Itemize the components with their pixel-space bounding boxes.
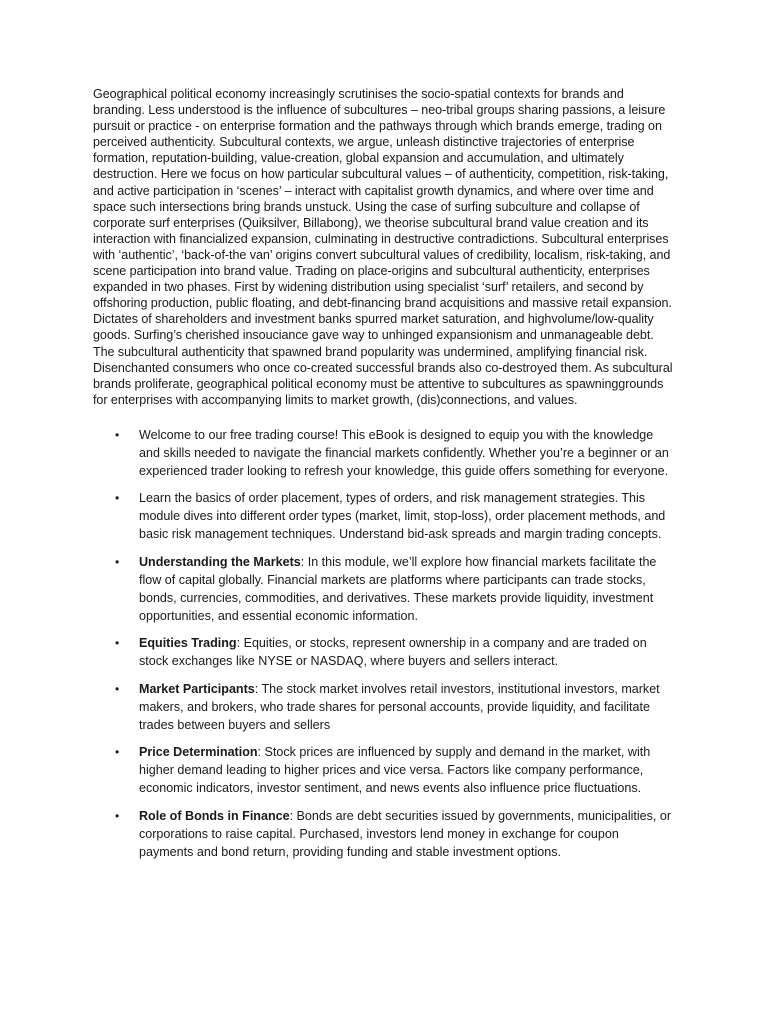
bullet-item	[93, 489, 675, 543]
bullet-text: Learn the basics of order placement, types of orders, and risk management strategies. This module dives into different order types (market, limit, stop-loss), order placement methods, and basic risk management techniques. Understand bid-ask spreads and margin trading concepts.	[139, 491, 666, 542]
bullet-icon: •	[115, 636, 120, 651]
bullet-title: Understanding the Markets	[139, 554, 301, 569]
bullet-list	[93, 426, 675, 861]
abstract-paragraph: Geographical political economy increasingly scrutinises the socio-spatial contexts for brands and branding. Less understood is the influence of subcultures – neo-tribal groups sharing passions, a leisure pursuit or practice - on enterprise formation and the pathways through which brands emerge, trading on perceived authenticity. Subcultural contexts, we argue, unleash distinctive trajectories of enterprise formation, reputation-building, value-creation, global expansion and accumulation, and ultimately destruction. Here we focus on how particular subcultural values – of authenticity, competition, risk-taking, and active participation in ‘scenes’ – interact with capitalist growth dynamics, and where over time and space such intersections bring brands unstuck. Using the case of surfing subculture and collapse of corporate surf enterprises (Quiksilver, Billabong), we theorise subcultural brand value creation and its interaction with financialized expansion, culminating in destructive contradictions. Subcultural enterprises with ‘authentic’, ‘back-of-the van’ origins convert subcultural values of credibility, localism, risk-taking, and scene participation into brand value. Trading on place-origins and subcultural authenticity, enterprises expanded in two phases. First by widening distribution using specialist ‘surf’ retailers, and second by offshoring production, public floating, and debt-financing brand acquisitions and massive retail expansion. Dictates of shareholders and investment banks spurred market saturation, and highvolume/low-quality goods. Surfing’s cherished insouciance gave way to unhinged expansionism and unmanageable debt. The subcultural authenticity that spawned brand popularity was undermined, amplifying financial risk. Disenchanted consumers who once co-created successful brands also co-destroyed them. As subcultural brands proliferate, geographical political economy must be attentive to subcultures as spawninggrounds for enterprises with accompanying limits to market growth, (dis)connections, and values.	[93, 87, 673, 407]
bullet-text: : The stock market involves retail investors, institutional investors, market makers, and brokers, who trade shares for personal accounts, provide liquidity, and facilitate trades between buyers and sellers	[139, 681, 660, 732]
bullet-icon: •	[115, 427, 120, 442]
bullet-text: : Stock prices are influenced by supply and demand in the market, with higher demand leading to higher prices and vice versa. Factors like company performance, economic indicators, investor sentiment, and news events also influence price fluctuations.	[139, 745, 651, 796]
bullet-item	[93, 680, 675, 734]
bullet-icon: •	[115, 491, 120, 506]
bullet-icon: •	[115, 808, 120, 823]
bullet-item	[93, 426, 675, 480]
bullet-icon: •	[115, 554, 120, 569]
bullet-text: : Bonds are debt securities issued by governments, municipalities, or corporations to raise capital. Purchased, investors lend money in exchange for coupon payments and bond return, providing funding and stable investment options.	[139, 808, 672, 859]
bullet-text: : Equities, or stocks, represent ownership in a company and are traded on stock exchanges like NYSE or NASDAQ, where buyers and sellers interact.	[139, 636, 647, 669]
bullet-title: Equities Trading	[139, 636, 237, 651]
bullet-text: : In this module, we’ll explore how financial markets facilitate the flow of capital globally. Financial markets are platforms where participants can trade stocks, bonds, currencies, commodities, and derivatives. These markets provide liquidity, investment opportunities, and essential economic information.	[139, 554, 657, 623]
document-page	[93, 86, 675, 870]
bullet-text: Welcome to our free trading course! This eBook is designed to equip you with the knowledge and skills needed to navigate the financial markets confidently. Whether you’re a beginner or an experienced trader looking to refresh your knowledge, this guide offers something for everyone.	[139, 427, 669, 478]
bullet-item	[93, 807, 675, 861]
bullet-icon: •	[115, 745, 120, 760]
bullet-item	[93, 634, 675, 670]
bullet-title: Market Participants	[139, 681, 255, 696]
bullet-item	[93, 743, 675, 797]
bullet-item	[93, 553, 675, 625]
bullet-icon: •	[115, 681, 120, 696]
bullet-title: Price Determination	[139, 745, 258, 760]
bullet-title: Role of Bonds in Finance	[139, 808, 290, 823]
